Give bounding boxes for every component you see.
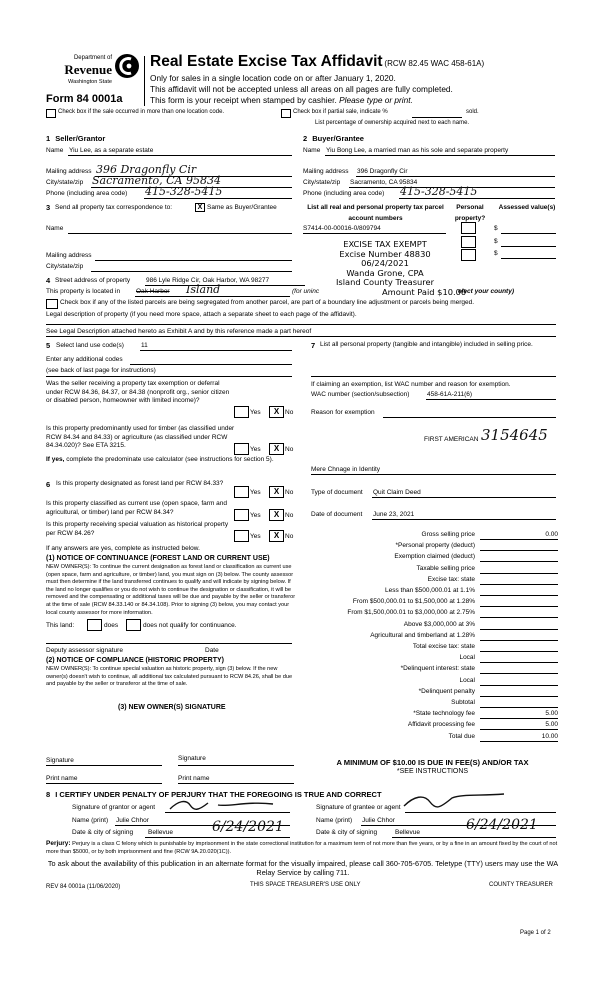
tax-row-line bbox=[480, 662, 558, 663]
additional-codes-line[interactable] bbox=[130, 364, 292, 365]
owner-sig-line-2[interactable] bbox=[178, 765, 294, 766]
street-label: Street address of property bbox=[55, 277, 131, 284]
partial-pct-line[interactable] bbox=[412, 117, 462, 118]
treasurer-only: THIS SPACE TREASURER'S USE ONLY bbox=[250, 882, 361, 888]
header-divider bbox=[144, 56, 145, 106]
buyer-title: Buyer/Grantee bbox=[312, 134, 364, 143]
tax-row-value[interactable]: 10.00 bbox=[541, 732, 558, 740]
tax-row-label: *Delinquent penalty bbox=[418, 687, 475, 695]
grantee-name-label: Name (print) bbox=[316, 817, 353, 824]
multi-location-checkbox[interactable] bbox=[46, 109, 56, 118]
s5-if-yes-rest: complete the predominate use calculator (see instructions for section 5). bbox=[66, 456, 274, 463]
notice1-body: NEW OWNER(S): To continue the current designation as forest land or classification as current use (open space, farm and agriculture, or timber) land, you must sign on (3) below. The county assessor must then determine if the land transferred continues to qualify and will indicate by signing below. If the land no longer qualifies or you do not wish to continue the designation or classification, it will be removed and the compensating or additional taxes will be due and payable by the seller or transferor at the time of sale (RCW 84.33.140 or 84.34.108). Prior to signing (3) below, you may contact your local county assessor for more information. bbox=[46, 564, 296, 616]
tax-row-value[interactable]: 5.00 bbox=[545, 710, 558, 718]
assessed-value-header: Assessed value(s) bbox=[498, 204, 556, 211]
tax-row bbox=[300, 721, 562, 732]
seller-mailing-value[interactable]: 396 Dragonfly Cir bbox=[96, 163, 197, 176]
s6-q3-no-x: X bbox=[273, 531, 280, 540]
minimum-line2: *SEE INSTRUCTIONS bbox=[396, 768, 469, 775]
s6-q3: Is this property receiving special valuation as historical property per RCW 84.26? bbox=[46, 521, 229, 537]
assessed-dollar-2: $ bbox=[494, 238, 498, 245]
legal-line-1 bbox=[46, 324, 556, 325]
tax-row bbox=[300, 733, 562, 744]
partial-sold-label: sold. bbox=[466, 109, 479, 115]
s5-q2: Is this property predominantly used for timber (as classified under RCW 84.34 and 84.33) or agriculture (as classified under RCW 84.34.020)? See ETA 3215. bbox=[46, 425, 235, 449]
tax-row-line bbox=[480, 729, 558, 730]
tax-row bbox=[300, 710, 562, 721]
grantee-name-value[interactable]: Julie Chhor bbox=[362, 817, 395, 824]
doc-type-value[interactable]: Quit Claim Deed bbox=[373, 489, 421, 496]
select-county-label: elect your county) bbox=[458, 288, 514, 295]
tax-row-label: Total due bbox=[448, 732, 475, 740]
s6-q3-yes-box[interactable] bbox=[234, 530, 249, 542]
tax-row-line bbox=[480, 685, 558, 686]
s6-q2: Is this property classified as current use (open space, farm and agricultural, or timber) land per RCW 84.34? bbox=[46, 500, 228, 516]
tax-row bbox=[300, 531, 562, 542]
s6-q1: Is this property designated as forest land per RCW 84.33? bbox=[56, 480, 224, 487]
partial-sale-label: Check box if partial sale, indicate % bbox=[293, 109, 388, 115]
tax-row-label: *Personal property (deduct) bbox=[395, 542, 475, 550]
additional-codes-label: Enter any additional codes bbox=[46, 356, 123, 363]
s6-q2-yes-box[interactable] bbox=[234, 509, 249, 521]
s6-q2-yes: Yes bbox=[250, 512, 261, 519]
same-as-buyer-label: Same as Buyer/Grantee bbox=[207, 204, 277, 211]
buyer-heading bbox=[303, 134, 364, 143]
tax-row-line bbox=[480, 550, 558, 551]
section7-num: 7 bbox=[311, 341, 316, 350]
grantee-date-label: Date & city of signing bbox=[316, 829, 378, 836]
personal-property-checkbox-1[interactable] bbox=[461, 222, 476, 234]
tax-row-value[interactable]: 5.00 bbox=[545, 721, 558, 729]
doc-date-label: Date of document bbox=[311, 511, 363, 518]
tax-row-line bbox=[480, 718, 558, 719]
grantor-sig-label: Signature of grantor or agent bbox=[72, 804, 156, 811]
s5-q2-no-x: X bbox=[273, 444, 280, 453]
seller-phone-label: Phone (including area code) bbox=[46, 190, 128, 197]
s5-q2-yes: Yes bbox=[250, 446, 261, 453]
s5-if-yes bbox=[46, 456, 286, 465]
reason-label: Reason for exemption bbox=[311, 409, 375, 416]
same-as-buyer-checkbox[interactable]: X bbox=[195, 203, 205, 212]
s6-q2-no-x: X bbox=[273, 510, 280, 519]
section6-num: 6 bbox=[46, 480, 51, 489]
header-line3 bbox=[150, 95, 413, 105]
tax-row-line bbox=[480, 696, 558, 697]
doc-type-line bbox=[372, 497, 556, 498]
tax-row bbox=[300, 576, 562, 587]
does-not-box[interactable] bbox=[126, 619, 141, 631]
s6-q1-yes-box[interactable] bbox=[234, 486, 249, 498]
located-struck: Oak Harbor bbox=[136, 288, 170, 295]
s6-q2-no-box[interactable] bbox=[269, 509, 284, 521]
wac-line bbox=[426, 399, 556, 400]
land-use-line bbox=[140, 350, 292, 351]
seller-name-value[interactable]: Yiu Lee, as a separate estate bbox=[69, 147, 154, 154]
s3-mailing-label: Mailing address bbox=[46, 252, 92, 259]
s5-q1: Was the seller receiving a property tax exemption or deferral under RCW 84.36, 84.37, or 84.38 (nonprofit org., senior citizen or disabled person, homeowner with limited income)? bbox=[46, 380, 230, 404]
grantee-date[interactable]: 6/24/2021 bbox=[466, 817, 538, 833]
located-label: This property is located in bbox=[46, 288, 121, 295]
stamp-line2: Excise Number 48830 bbox=[339, 248, 431, 259]
s7-line-1[interactable] bbox=[311, 376, 556, 377]
personal-property-header: Personal property? bbox=[454, 204, 486, 222]
seller-city-value[interactable]: Sacramento, CA 95834 bbox=[92, 174, 221, 187]
tax-row-line bbox=[480, 584, 558, 585]
buyer-phone-line bbox=[399, 198, 555, 199]
tax-row-label: Gross selling price bbox=[421, 531, 475, 538]
deputy-date-label: Date bbox=[205, 647, 219, 654]
s3-name-label: Name bbox=[46, 225, 64, 232]
tax-row-label: *Delinquent interest: state bbox=[400, 665, 475, 673]
parcel-list-header: List all real and personal property tax parcel account numbers bbox=[307, 204, 444, 222]
see-back-label: (see back of last page for instructions) bbox=[46, 367, 156, 374]
seller-phone-value[interactable]: 415-328-5415 bbox=[145, 185, 223, 198]
buyer-phone-label: Phone (including area code) bbox=[303, 190, 385, 197]
s6-if-any: If any answers are yes, complete as instructed below. bbox=[46, 545, 200, 552]
s5-q2-no: No bbox=[285, 446, 294, 453]
s6-q1-no-box[interactable] bbox=[269, 486, 284, 498]
list-pct-note: List percentage of ownership acquired next to each name. bbox=[315, 120, 470, 126]
s3-city-label: City/state/zip bbox=[46, 263, 84, 270]
tax-row bbox=[300, 665, 562, 676]
tax-row-label: Local bbox=[459, 676, 475, 684]
buyer-num: 2 bbox=[303, 134, 308, 143]
tax-row-value[interactable]: 0.00 bbox=[545, 531, 558, 538]
reason-line bbox=[383, 417, 556, 418]
s5-q1-no: No bbox=[285, 409, 294, 416]
grantee-sig-label: Signature of grantee or agent bbox=[316, 804, 401, 811]
tax-row-line bbox=[480, 640, 558, 641]
buyer-city-label: City/state/zip bbox=[303, 179, 341, 186]
tax-row bbox=[300, 587, 562, 598]
doc-date-value[interactable]: June 23, 2021 bbox=[373, 511, 415, 518]
s6-q3-no-box[interactable] bbox=[269, 530, 284, 542]
tax-row-label: Affidavit processing fee bbox=[407, 721, 475, 729]
tax-row bbox=[300, 598, 562, 609]
grantor-date[interactable]: 6/24/2021 bbox=[212, 819, 284, 835]
stamp-line1: EXCISE TAX EXEMPT bbox=[343, 239, 427, 249]
s6-q1-yes: Yes bbox=[250, 489, 261, 496]
stamp-line4: Wanda Grone, CPA bbox=[346, 267, 424, 278]
does-not-label: does not qualify for continuance. bbox=[143, 622, 237, 629]
s7-label: List all personal property (tangible and intangible) included in selling price. bbox=[320, 341, 533, 348]
assessed-dollar-3: $ bbox=[494, 250, 498, 257]
wac-label: WAC number (section/subsection) bbox=[311, 391, 410, 398]
tax-row-line bbox=[480, 673, 558, 674]
tax-row-label: Subtotal bbox=[451, 699, 475, 706]
seller-title: Seller/Grantor bbox=[55, 134, 106, 143]
tax-row bbox=[300, 688, 562, 699]
s6-q1-no-x: X bbox=[273, 487, 280, 496]
grantor-name-label: Name (print) bbox=[72, 817, 109, 824]
form-title-block bbox=[150, 53, 560, 71]
notice2-title: (2) NOTICE OF COMPLIANCE (HISTORIC PROPERTY) bbox=[46, 657, 224, 664]
tax-row-line bbox=[480, 617, 558, 618]
header-line3b: Please type or print. bbox=[339, 95, 413, 105]
header-line1: Only for sales in a single location code on or after January 1, 2020. bbox=[150, 73, 396, 83]
tax-row bbox=[300, 542, 562, 553]
buyer-mailing-line bbox=[356, 176, 555, 177]
tax-row-line bbox=[480, 606, 558, 607]
tax-row-line bbox=[480, 539, 558, 540]
owner-print-label-2: Print name bbox=[178, 775, 210, 782]
dept-line1: Department of bbox=[73, 55, 112, 61]
s6-q1-no: No bbox=[285, 489, 294, 496]
parcel-number[interactable]: S7414-00-00016-0/809794 bbox=[303, 225, 381, 232]
multi-location-label: Check box if the sale occurred in more than one location code. bbox=[58, 109, 225, 115]
tax-row-label: *State technology fee bbox=[413, 710, 475, 718]
tax-row-label: Taxable selling price bbox=[416, 564, 475, 572]
located-line bbox=[135, 296, 290, 297]
street-line bbox=[145, 285, 305, 286]
owner-print-label-1: Print name bbox=[46, 775, 78, 782]
header-line2: This affidavit will not be accepted unless all areas on all pages are fully completed. bbox=[150, 84, 453, 94]
land-use-value[interactable]: 11 bbox=[141, 342, 148, 349]
buyer-name-value[interactable]: Yiu Bong Lee, a married man as his sole and separate property bbox=[326, 147, 509, 154]
tax-row-label: Above $3,000,000 at 3% bbox=[403, 620, 475, 628]
form-number: Form 84 0001a bbox=[46, 93, 123, 105]
tax-row bbox=[300, 553, 562, 564]
tax-row bbox=[300, 699, 562, 710]
tax-row-label: From $1,500,000.01 to $3,000,000 at 2.75% bbox=[347, 609, 475, 617]
tax-row-label: Exemption claimed (deduct) bbox=[394, 553, 475, 561]
new-owner-sig-title: (3) NEW OWNER(S) SIGNATURE bbox=[118, 704, 226, 711]
buyer-mailing-label: Mailing address bbox=[303, 168, 349, 175]
header-line3a: This form is your receipt when stamped by cashier. bbox=[150, 95, 337, 105]
deputy-sig-line[interactable] bbox=[46, 643, 292, 644]
legal-desc-label: Legal description of property (if you need more space, attach a separate sheet to each page of the affidavit). bbox=[46, 311, 357, 318]
exemption-label: If claiming an exemption, list WAC number and reason for exemption. bbox=[311, 381, 511, 388]
s5-q1-yes: Yes bbox=[250, 409, 261, 416]
grantee-signature-scribble bbox=[400, 790, 510, 812]
buyer-mailing-value[interactable]: 396 Dragonfly Cir bbox=[357, 168, 408, 175]
perjury-body: Perjury is a class C felony which is punishable by imprisonment in the state correctional institution for a maximum term of not more than five years, or by a fine in an amount fixed by the court of not more than $5000, or by both imprisonment and fine (RCW 9A.20.020(1C)). bbox=[46, 841, 558, 855]
seller-num: 1 bbox=[46, 134, 51, 143]
grantee-date-line bbox=[392, 837, 556, 838]
does-box[interactable] bbox=[87, 619, 102, 631]
tax-row-line bbox=[480, 629, 558, 630]
tax-row bbox=[300, 632, 562, 643]
tax-row-line bbox=[480, 741, 558, 742]
does-label: does bbox=[104, 622, 119, 629]
exempt-stamp bbox=[305, 240, 465, 288]
s5-q1-no-box[interactable] bbox=[269, 406, 284, 418]
uninc-text: (for uninc bbox=[292, 288, 320, 295]
s5-q1-no-x: X bbox=[273, 407, 280, 416]
land-use-label: Select land use code(s) bbox=[56, 342, 124, 349]
reason-value[interactable]: Mere Chnage in Identity bbox=[311, 466, 381, 473]
deputy-sig-label: Deputy assessor signature bbox=[46, 647, 123, 654]
grantor-date-line bbox=[145, 837, 290, 838]
grantee-city[interactable]: Bellevue bbox=[395, 829, 420, 836]
seller-mailing-label: Mailing address bbox=[46, 168, 92, 175]
owner-print-line-1[interactable] bbox=[46, 783, 162, 784]
s5-q1-yes-box[interactable] bbox=[234, 406, 249, 418]
s5-if-yes-bold: If yes, bbox=[46, 456, 65, 463]
dor-logo bbox=[46, 52, 144, 92]
grantor-date-label: Date & city of signing bbox=[72, 829, 134, 836]
seller-phone-line bbox=[144, 198, 292, 199]
legal-line-2 bbox=[46, 336, 556, 337]
stamp-line6: Amount Paid $10.00 bbox=[382, 287, 467, 297]
tax-row bbox=[300, 621, 562, 632]
section3-num: 3 bbox=[46, 203, 51, 212]
partial-sale-checkbox[interactable] bbox=[281, 109, 291, 118]
form-rcw: (RCW 82.45 WAC 458-61A) bbox=[384, 59, 485, 68]
located-value[interactable]: Island bbox=[186, 283, 221, 296]
buyer-city-value[interactable]: Sacramento, CA 95834 bbox=[350, 179, 418, 186]
section4-num: 4 bbox=[46, 276, 51, 285]
section3-label: Send all property tax correspondence to: bbox=[55, 204, 173, 211]
wac-value[interactable]: 458-61A-211(6) bbox=[427, 391, 473, 398]
tax-row-line bbox=[480, 561, 558, 562]
tax-row-label: Total excise tax: state bbox=[412, 643, 475, 650]
notice1-title: (1) NOTICE OF CONTINUANCE (FOREST LAND OR CURRENT USE) bbox=[46, 555, 270, 562]
parcel-line-1 bbox=[303, 233, 446, 234]
alternate-format-text: To ask about the availability of this publication in an alternate format for the visually impaired, please call 360-705-6705. Teletype (TTY) users may use the WA Relay Service by calling 711. bbox=[47, 859, 559, 877]
owner-sig-label-2: Signature bbox=[178, 755, 206, 762]
grantor-name-value[interactable]: Julie Chhor bbox=[116, 817, 149, 824]
segregated-label: Check box if any of the listed parcels are being segregated from another parcel, are part of a boundary line adjustment or parcels being merged. bbox=[60, 299, 475, 306]
tax-row-label: From $500,000.01 to $1,500,000 at 1.28% bbox=[352, 598, 475, 606]
first-american-label: FIRST AMERICAN bbox=[424, 436, 479, 443]
see-back-line bbox=[46, 376, 292, 377]
seller-heading bbox=[46, 134, 105, 143]
stamp-line5: Island County Treasurer bbox=[335, 277, 435, 288]
seller-name-line bbox=[68, 155, 292, 156]
tax-row bbox=[300, 643, 562, 654]
tax-row-label: Local bbox=[459, 654, 475, 662]
section8-num: 8 bbox=[46, 790, 51, 799]
s6-q3-yes: Yes bbox=[250, 533, 261, 540]
first-american-number: 3154645 bbox=[481, 426, 548, 444]
doc-date-line bbox=[372, 519, 556, 520]
stamp-line3: 06/24/2021 bbox=[361, 258, 409, 269]
s3-city-line[interactable] bbox=[91, 271, 292, 272]
street-value[interactable]: 986 Lyle Ridge Cir, Oak Harbor, WA 98277 bbox=[146, 277, 270, 284]
page-number: Page 1 of 2 bbox=[520, 930, 551, 936]
rev-number: REV 84 0001a (11/06/2020) bbox=[46, 884, 121, 890]
s3-name-line[interactable] bbox=[68, 233, 292, 234]
tax-row bbox=[300, 609, 562, 620]
buyer-name-line bbox=[325, 155, 555, 156]
tax-row-line bbox=[480, 573, 558, 574]
minimum-line1: A MINIMUM OF $10.00 IS DUE IN FEE(S) AND/OR TAX bbox=[336, 758, 529, 767]
tax-row-line bbox=[480, 595, 558, 596]
tax-row-label: Excise tax: state bbox=[427, 575, 475, 583]
dor-emblem-icon bbox=[114, 53, 140, 79]
tax-row-line bbox=[480, 651, 558, 652]
tax-row-label: Less than $500,000.01 at 1.1% bbox=[385, 587, 475, 594]
assessed-line-1[interactable] bbox=[501, 233, 556, 234]
tax-row bbox=[300, 654, 562, 665]
legal-value[interactable]: See Legal Description attached hereto as Exhibit A and by this reference made a part hereof bbox=[46, 328, 312, 335]
assessed-line-3[interactable] bbox=[501, 258, 556, 259]
s6-q3-no: No bbox=[285, 533, 294, 540]
dept-line3: Washington State bbox=[68, 79, 112, 85]
buyer-phone-value[interactable]: 415-328-5415 bbox=[400, 185, 478, 198]
reason-value-line bbox=[311, 474, 556, 475]
notice2-body: NEW OWNER(S): To continue special valuation as historic property, sign (3) below. If the new owner(s) doesn't wish to continue, all additional tax calculated pursuant to RCW 84.26, shall be due and payable by the seller or transferor at the time of sale. bbox=[46, 666, 293, 688]
tax-row bbox=[300, 565, 562, 576]
this-land-label: This land: bbox=[46, 622, 75, 629]
seller-city-label: City/state/zip bbox=[46, 179, 84, 186]
tax-row-label: Agricultural and timberland at 1.28% bbox=[370, 631, 475, 639]
s5-q2-yes-box[interactable] bbox=[234, 443, 249, 455]
s5-q2-no-box[interactable] bbox=[269, 443, 284, 455]
segregated-checkbox[interactable] bbox=[46, 299, 58, 309]
s6-q2-no: No bbox=[285, 512, 294, 519]
doc-type-label: Type of document bbox=[311, 489, 363, 496]
section8-certify: I CERTIFY UNDER PENALTY OF PERJURY THAT THE FOREGOING IS TRUE AND CORRECT bbox=[55, 790, 382, 799]
section5-num: 5 bbox=[46, 341, 51, 350]
assessed-line-2[interactable] bbox=[501, 246, 556, 247]
county-treasurer: COUNTY TREASURER bbox=[489, 882, 553, 888]
tax-row-line bbox=[480, 707, 558, 708]
form-title: Real Estate Excise Tax Affidavit bbox=[150, 53, 383, 70]
perjury-text bbox=[46, 840, 558, 857]
tax-row bbox=[300, 677, 562, 688]
buyer-name-label: Name bbox=[303, 147, 321, 154]
grantee-sig-line[interactable] bbox=[405, 812, 556, 813]
owner-print-line-2[interactable] bbox=[178, 783, 294, 784]
seller-name-label: Name bbox=[46, 147, 64, 154]
perjury-bold: Perjury: bbox=[46, 840, 71, 847]
dept-line2: Revenue bbox=[64, 62, 112, 77]
grantor-city[interactable]: Bellevue bbox=[148, 829, 173, 836]
unincorporated-label bbox=[292, 288, 319, 295]
s3-mailing-line[interactable] bbox=[95, 260, 292, 261]
assessed-dollar-1: $ bbox=[494, 225, 498, 232]
owner-sig-line-1[interactable] bbox=[46, 765, 162, 766]
owner-sig-label-1: Signature bbox=[46, 757, 74, 764]
grantor-sig-line[interactable] bbox=[165, 812, 290, 813]
